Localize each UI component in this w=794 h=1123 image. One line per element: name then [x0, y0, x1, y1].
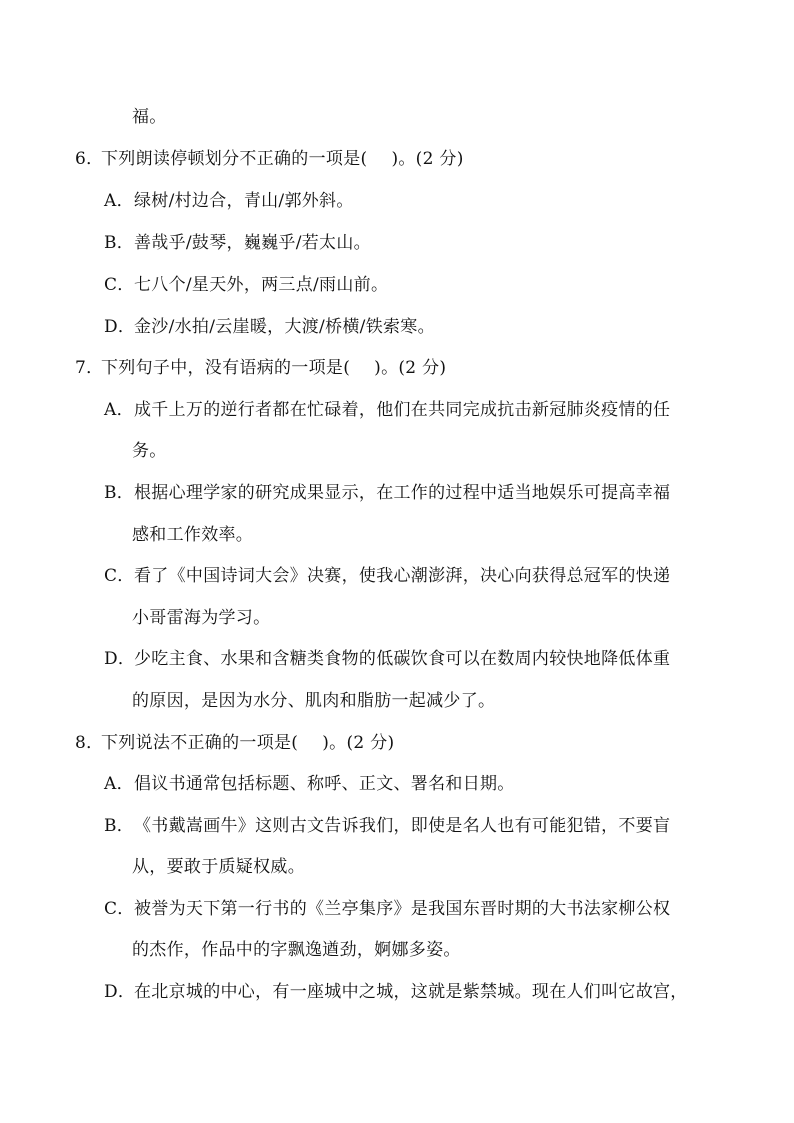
option-label: D．	[104, 982, 136, 1002]
question-8	[75, 733, 394, 753]
option-label: B．	[104, 816, 135, 836]
option-text: 金沙/水拍/云崖暖，大渡/桥横/铁索寒。	[134, 317, 435, 337]
question-number: 7．	[75, 358, 104, 378]
option-text: 根据心理学家的研究成果显示，在工作的过程中适当地娱乐可提高幸福	[134, 483, 671, 503]
option-7d	[104, 649, 670, 669]
option-text: 少吃主食、水果和含糖类食物的低碳饮食可以在数周内较快地降低体重	[134, 649, 671, 669]
option-label: D．	[104, 317, 136, 337]
question-score: )。(2 分)	[374, 358, 447, 378]
option-text: 在北京城的中心，有一座城中之城，这就是紫禁城。现在人们叫它故宫，	[134, 982, 688, 1002]
question-stem: 下列朗读停顿划分不正确的一项是(	[101, 149, 368, 169]
option-6a	[104, 191, 354, 211]
option-6c	[104, 275, 388, 295]
question-7	[75, 358, 446, 378]
option-7b	[104, 483, 670, 503]
option-label: B．	[104, 483, 135, 503]
option-label: A．	[104, 774, 134, 794]
question-6	[75, 149, 464, 169]
option-label: A．	[104, 191, 134, 211]
option-text: 善哉乎/鼓琴，巍巍乎/若太山。	[134, 233, 371, 253]
question-stem: 下列说法不正确的一项是(	[101, 733, 299, 753]
option-label: A．	[104, 400, 134, 420]
option-text: 成千上万的逆行者都在忙碌着，他们在共同完成抗击新冠肺炎疫情的任	[134, 400, 671, 420]
option-label: B．	[104, 233, 135, 253]
option-7d-continuation: 的原因，是因为水分、肌肉和脂肪一起减少了。	[132, 691, 496, 711]
option-text: 被誉为天下第一行书的《兰亭集序》是我国东晋时期的大书法家柳公权	[134, 899, 671, 919]
option-8b	[104, 816, 670, 836]
option-7c	[104, 566, 670, 586]
option-label: D．	[104, 649, 136, 669]
option-7a	[104, 400, 670, 420]
option-7a-continuation: 务。	[132, 441, 167, 461]
question-score: )。(2 分)	[391, 149, 464, 169]
option-8a	[104, 774, 515, 794]
option-text: 《书戴嵩画牛》这则古文告诉我们，即使是名人也有可能犯错，不要盲	[134, 816, 671, 836]
option-text: 七八个/星天外，两三点/雨山前。	[134, 275, 389, 295]
continuation-text: 福。	[132, 107, 167, 127]
option-label: C．	[104, 275, 135, 295]
question-stem: 下列句子中，没有语病的一项是(	[101, 358, 351, 378]
option-8c-continuation: 的杰作，作品中的字飘逸遒劲，婀娜多姿。	[132, 940, 461, 960]
option-label: C．	[104, 899, 135, 919]
option-8d	[104, 982, 688, 1002]
option-7b-continuation: 感和工作效率。	[132, 525, 254, 545]
option-6d	[104, 317, 435, 337]
question-score: )。(2 分)	[322, 733, 395, 753]
question-number: 8．	[75, 733, 104, 753]
option-text: 绿树/村边合，青山/郭外斜。	[134, 191, 354, 211]
question-number: 6．	[75, 149, 104, 169]
option-text: 看了《中国诗词大会》决赛，使我心潮澎湃，决心向获得总冠军的快递	[134, 566, 671, 586]
option-label: C．	[104, 566, 135, 586]
option-8c	[104, 899, 670, 919]
option-8b-continuation: 从，要敢于质疑权威。	[132, 857, 305, 877]
option-text: 倡议书通常包括标题、称呼、正文、署名和日期。	[134, 774, 515, 794]
option-7c-continuation: 小哥雷海为学习。	[132, 608, 271, 628]
option-6b	[104, 233, 371, 253]
